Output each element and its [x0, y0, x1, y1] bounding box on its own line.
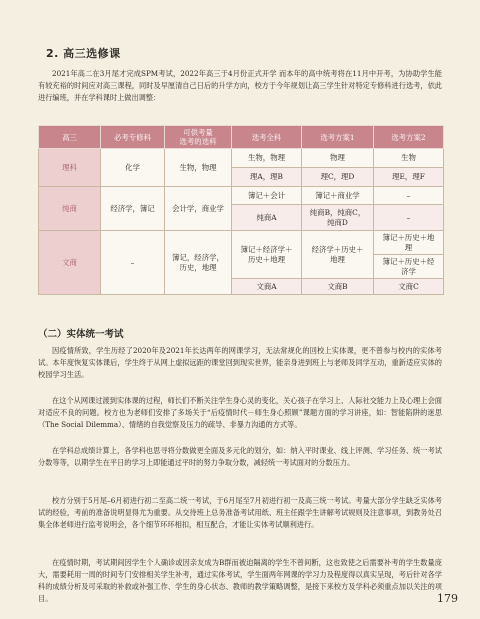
header-cell: 选考方案2: [374, 126, 444, 149]
table-cell: 簿记＋历史＋地 理: [374, 231, 444, 255]
table-cell: –: [374, 205, 444, 231]
table-cell: –: [101, 231, 165, 295]
table-cell: 簿记，经济学， 历史，地理: [165, 231, 232, 295]
table-cell: 纯商A: [232, 205, 302, 231]
header-cell: 可供考量 选考的选科: [165, 126, 232, 149]
table-cell: 文商B: [302, 279, 374, 295]
table-cell: 理E，理F: [374, 168, 444, 187]
table-row: [39, 149, 444, 168]
table-header-row: [39, 126, 444, 149]
header-cell: 选考全科: [232, 126, 302, 149]
table-row: [39, 231, 444, 255]
table-cell: 文商A: [232, 279, 302, 295]
elective-table: [38, 125, 444, 295]
table-cell: 生物，物理: [165, 149, 232, 187]
table-cell: 物理: [302, 149, 374, 168]
header-cell: 高三: [39, 126, 101, 149]
table-cell: –: [374, 187, 444, 205]
table-row: [39, 187, 444, 205]
intro-paragraph: 2021年高二在3月尾才完成SPM考试，2022年高三于4月份正式开学 而本年的高中统考将在11月中开考，为协助学生能有较充裕的时间应对高三课程，同时及早厘清自己日后的升学方向，校方于今年规划让高三学生针对特定专修科进行选考，依此进行编班，并在学科课时上做出调整：: [38, 69, 442, 102]
table-cell: 理A，理B: [232, 168, 302, 187]
body-paragraph: 在这个从网课过渡到实体课的过程，师长们不断关注学生身心灵的变化，关心孩子在学习上、人际社交能力上及心理上会面对适应不良的问题。校方也为老师们安排了多场关于“后疫情时代－师生身心照顾”课题方面的学习讲座，如：智能陷阱的迷思（The Social Dilemma）、情绪的自我觉察及压力的疏导、非暴力沟通的方式等。: [38, 396, 442, 429]
section-title: 2. 高三选修课: [46, 47, 121, 60]
page-number: 179: [437, 592, 458, 605]
table-cell: 文商C: [374, 279, 444, 295]
row-header: 纯商: [39, 187, 101, 231]
section-2-title: （二）实体统一考试: [38, 329, 124, 340]
table-cell: 经济学＋历史＋ 地理: [302, 231, 374, 279]
table-cell: 簿记＋会计: [232, 187, 302, 205]
table-cell: 簿记＋经济学＋ 历史＋地理: [232, 231, 302, 279]
table-cell: 生物，物理: [232, 149, 302, 168]
body-paragraph: 在疫情时期，考试期间因学生个人确诊或因亲友成为B群而被迫隔离的学生不曾间断，这也致使之后需要补考的学生数量庞大，需要耗用一周的时间专门安排相关学生补考，通过实体考试，学生面两年网课的学习力及程度得以真实呈现，考后针对各学科的成绩分析及可采取的补救或补强工作、学生的身心状态、教师的教学策略调整，是接下来校方及学科必须重点加以关注的项目。: [38, 558, 442, 603]
table-cell: 纯商B，纯商C， 纯商D: [302, 205, 374, 231]
body-paragraph: 校方分别于5月尾–6月初进行初二至高二统一考试，于6月尾至7月初进行初一及高三统一考试。考量大部分学生缺乏实体考试的经验，考前的准备说明显得尤为重要。从交待班上总务准备考试用纸、班主任跟学生讲解考试规则及注意事项，到教务处召集全体老师进行监考说明会，各个细节环环相扣，相互配合，才能让实体考试顺利进行。: [38, 496, 442, 529]
table-cell: 簿记＋历史＋经 济学: [374, 255, 444, 279]
body-paragraph: 因疫情所致，学生历经了2020年及2021年长达两年的网课学习，无法常规化的回校上实体课，更不曾参与校内的实体考试。本年度恢复实体课后，学生终于从网上虚拟远距的课堂回到现实世界，能亲身进到班上与老师及同学互动，重新适应实体的校园学习生活。: [38, 346, 442, 379]
table-cell: 化学: [101, 149, 165, 187]
row-header: 理科: [39, 149, 101, 187]
header-cell: 选考方案1: [302, 126, 374, 149]
table-cell: 经济学，簿记: [101, 187, 165, 231]
table-cell: 生物: [374, 149, 444, 168]
header-cell: 必考专修科: [101, 126, 165, 149]
body-paragraph: 在学科总成绩计算上，各学科也思寻将分数做更全面及多元化的划分，如：纳入平时课业、线上评测、学习任务、统一考试分数等等，以期学生在平日的学习上即能通过平时的努力争取分数，减轻统一考试面对的分数压力。: [38, 446, 442, 467]
table-cell: 理C，理D: [302, 168, 374, 187]
row-header: 文商: [39, 231, 101, 295]
table-cell: 会计学，商业学: [165, 187, 232, 231]
table-cell: 簿记＋商业学: [302, 187, 374, 205]
